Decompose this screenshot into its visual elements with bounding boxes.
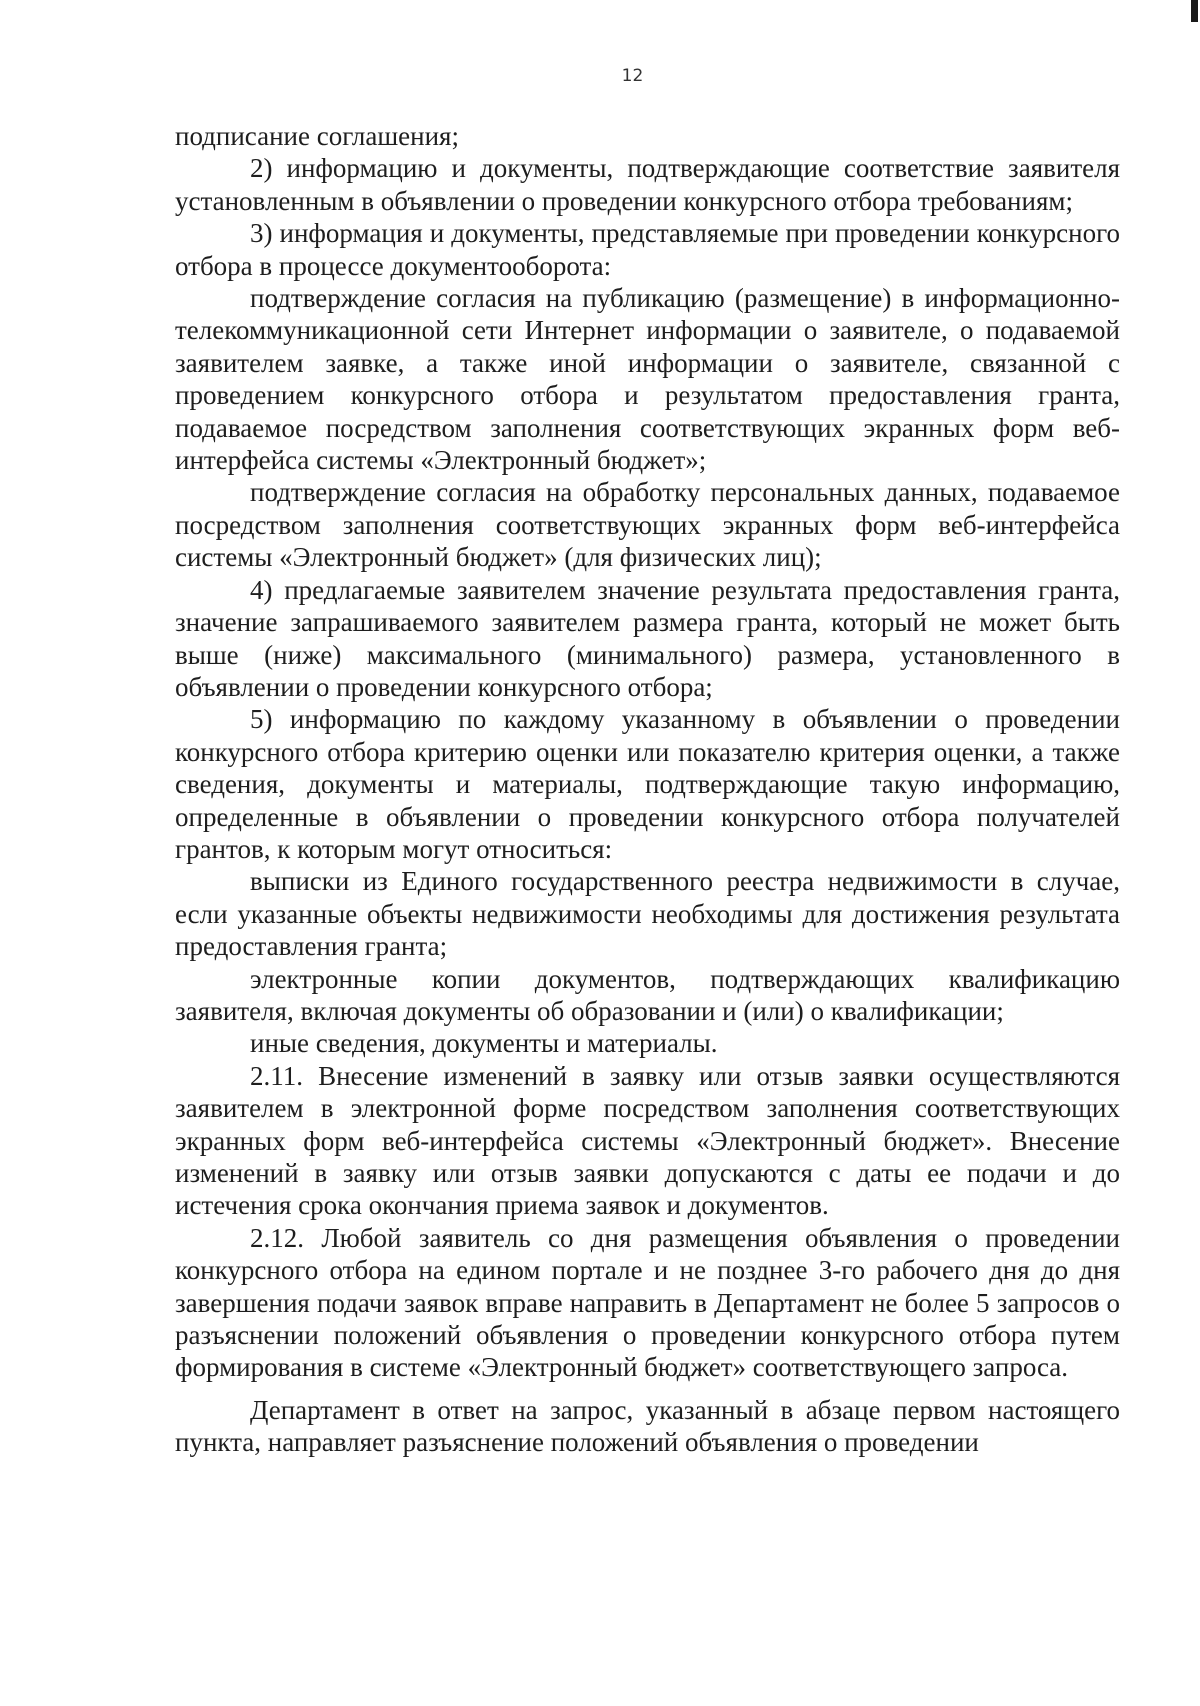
document-body	[175, 120, 1120, 1459]
paragraph-2-11: 2.11. Внесение изменений в заявку или отзыв заявки осуществляются заявителем в электронной форме посредством заполнения соответствующих экранных форм веб-интерфейса системы «Электронный бюджет». Внесение изменений в заявку или отзыв заявки допускаются с даты ее подачи и до истечения срока окончания приема заявок и документов.	[175, 1060, 1120, 1221]
paragraph-consent-personal-data: подтверждение согласия на обработку персональных данных, подаваемое посредством заполнения соответствующих экранных форм веб-интерфейса системы «Электронный бюджет» (для физических лиц);	[175, 477, 1120, 573]
paragraph-item-4: 4) предлагаемые заявителем значение результата предоставления гранта, значение запрашиваемого заявителем размера гранта, который не может быть выше (ниже) максимального (минимального) размера, установленного в объявлении о проведении конкурсного отбора;	[175, 574, 1120, 702]
paragraph-other-materials: иные сведения, документы и материалы.	[250, 1028, 718, 1059]
paragraph-registry-extracts: выписки из Единого государственного реестра недвижимости в случае, если указанные объекты недвижимости необходимы для достижения результата предоставления гранта;	[175, 866, 1120, 962]
paragraph-item-2: 2) информацию и документы, подтверждающие соответствие заявителя установленным в объявлении о проведении конкурсного отбора требованиям;	[175, 153, 1120, 216]
page-number: 12	[621, 66, 644, 86]
paragraph-2-12: 2.12. Любой заявитель со дня размещения объявления о проведении конкурсного отбора на едином портале и не позднее 3-го рабочего дня до дня завершения подачи заявок вправе направить в Департамент не более 5 запросов о разъяснении положений объявления о проведении конкурсного отбора путем формирования в системе «Электронный бюджет» соответствующего запроса.	[175, 1222, 1120, 1383]
paragraph-electronic-copies: электронные копии документов, подтверждающих квалификацию заявителя, включая документы об образовании и (или) о квалификации;	[175, 963, 1120, 1026]
scan-edge-mark	[1191, 0, 1198, 22]
paragraph-department-response: Департамент в ответ на запрос, указанный в абзаце первом настоящего пункта, направляет разъяснение положений объявления о проведении	[175, 1394, 1120, 1458]
paragraph-item-3: 3) информация и документы, представляемые при проведении конкурсного отбора в процессе документооборота:	[175, 218, 1120, 281]
paragraph-item-5: 5) информацию по каждому указанному в объявлении о проведении конкурсного отбора критерию оценки или показателю критерия оценки, а также сведения, документы и материалы, подтверждающие такую информацию, определенные в объявлении о проведении конкурсного отбора получателей грантов, к которым могут относиться:	[175, 704, 1120, 864]
paragraph-continuation: подписание соглашения;	[175, 121, 459, 151]
paragraph-consent-publication: подтверждение согласия на публикацию (размещение) в информационно-телекоммуникационной сети Интернет информации о заявителе, о подаваемой заявителем заявке, а также иной информации о заявителе, связанной с проведением конкурсного отбора и результатом предоставления гранта, подаваемое посредством заполнения соответствующих экранных форм веб-интерфейса системы «Электронный бюджет»;	[175, 283, 1120, 476]
